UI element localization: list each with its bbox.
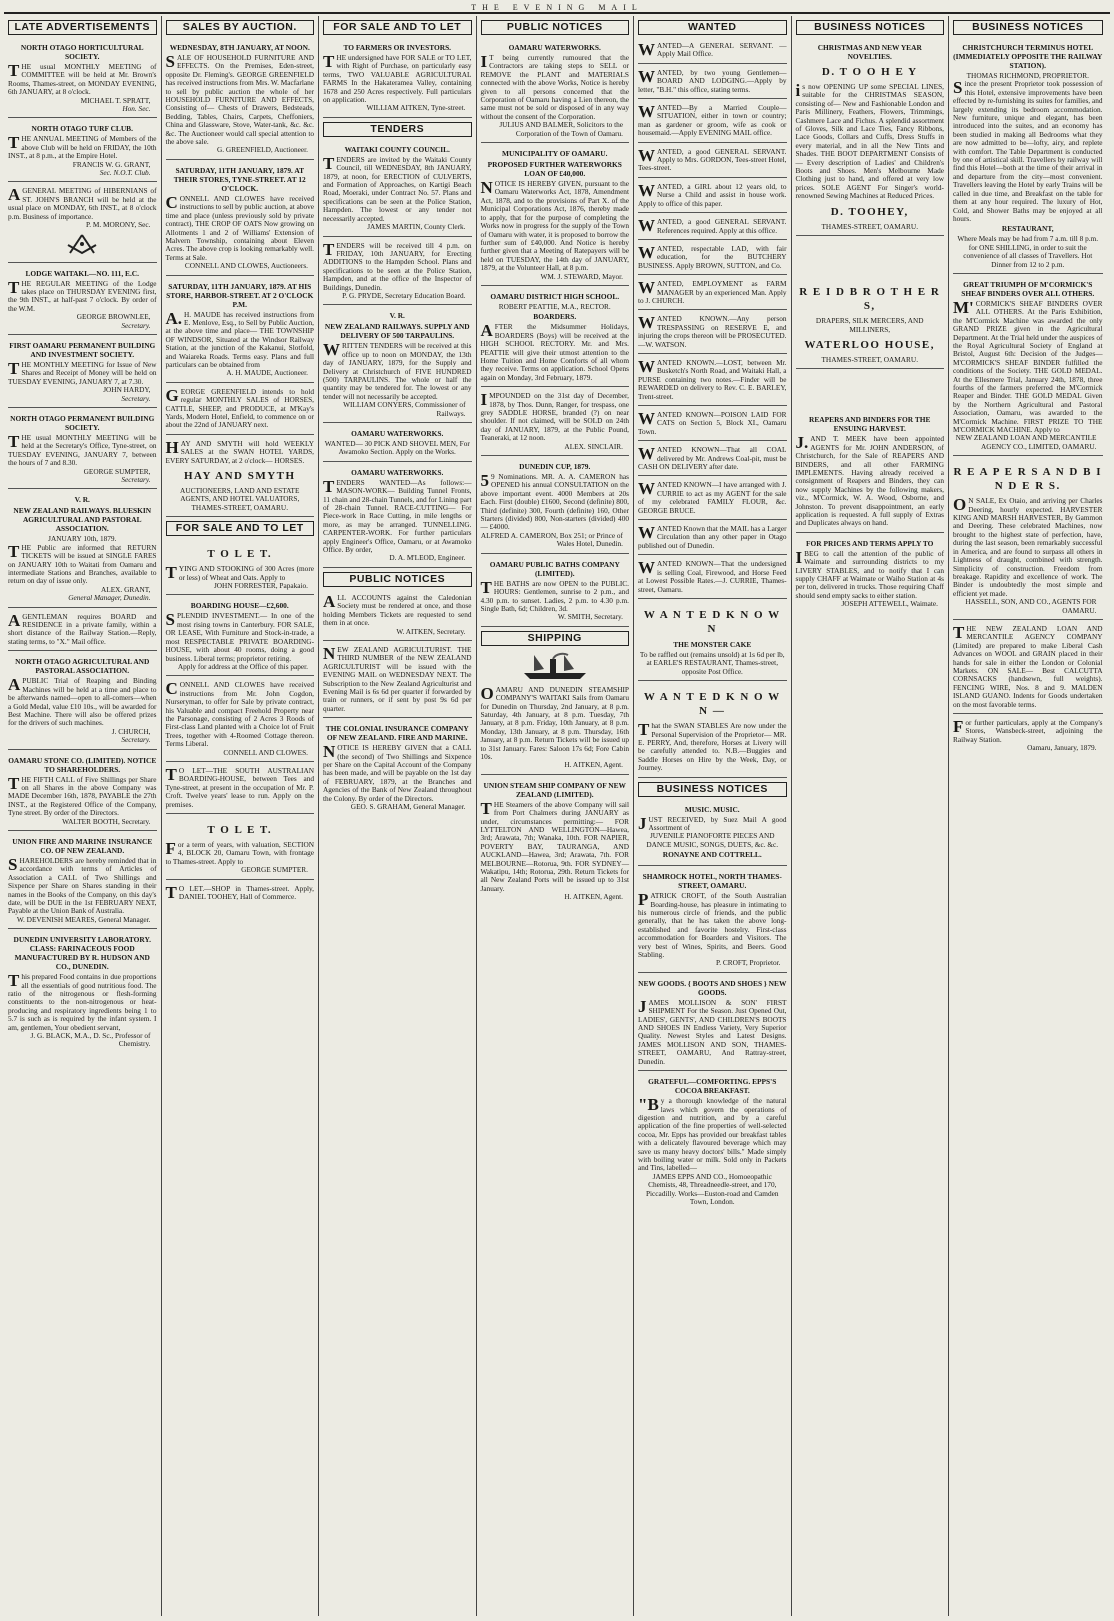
section-banner: LATE ADVERTISEMENTS bbox=[8, 20, 157, 35]
ad-caledonian-society: ALL ACCOUNTS against the Caledonian Society must be rendered at once, and those holding Members Tickets are requested to send them in at once. W. AITKEN, Secretary. bbox=[323, 592, 472, 641]
ad-reid-brothers: R E I D B R O T H E R S, DRAPERS, SILK MERCERS, AND MILLINERS, WATERLOO HOUSE, THAMES-STREET, OAMARU. bbox=[796, 279, 945, 369]
ad-oamaru-waterworks: OAMARU WATERWORKS. IT being currently rumoured that the Contractors are taking steps to SELL or REMOVE the PLANT and MATERIALS connected with the above Works, Notice is hereby given to all persons concerned that the Corporation of Oamaru having a Lien thereon, the same must not be sold or disposed of in any way without the consent of the Corporation. JULIUS AND BALMER, Solicitors to the Corporation of the Town of Oamaru. bbox=[481, 40, 630, 143]
ad-wanted-coal: WANTED KNOWN—That all COAL delivered by Mr. Andrews Coal-pit, must be CASH ON DELIVERY after date. bbox=[638, 444, 787, 476]
column-6 bbox=[792, 16, 950, 1616]
ad-waterworks-tenders: OAMARU WATERWORKS. TENDERS WANTED—As follows:— MASON-WORK— Building Tunnel Fronts, 11 chain and 28-chain Tunnels, and for Lining part of 28-chain Tunnel. RACE-CUTTING— For Piece-work in Race Cutting, in mile lengths or more, as may be arranged. TUNNELLING. CARPENTER-WORK. For further particulars apply Engineer's Office, Oamaru, or at Awamoko Office. By order, D. A. M'LEOD, Engineer. bbox=[323, 465, 472, 568]
ad-building-society: FIRST OAMARU PERMANENT BUILDING AND INVESTMENT SOCIETY. THE MONTHLY MEETING for Issue of New Shares and Receipt of Money will be held on TUESDAY EVENING, JANUARY 7, at 7.30. JOHN HARDY, Secretary. bbox=[8, 338, 157, 408]
column-4 bbox=[477, 16, 635, 1616]
ad-wanted-couple: WANTED—By a Married Couple—SITUATION, either in town or country; man as gardener or groom, wife as cook or housemaid.—Apply EVENING MAIL office. bbox=[638, 102, 787, 143]
section-banner: BUSINESS NOTICES bbox=[953, 20, 1103, 35]
section-banner: BUSINESS NOTICES bbox=[796, 20, 945, 35]
column-7 bbox=[949, 16, 1107, 1616]
ad-hay-and-smyth: HAY AND SMYTH will hold WEEKLY SALES at the SWAN HOTEL YARDS, EVERY SATURDAY, at 2 o'clock— HORSES. HAY AND SMYTH AUCTIONEERS, LAND AND ESTATE AGENTS, AND HOTEL VALUATORS, THAMES-STREET, OAMARU. bbox=[166, 438, 315, 517]
ad-wanted-firewood: WANTED KNOWN—That the undersigned is selling Coal, Firewood, and Horse Feed at Lowest Possible Rates.—J. CURRIE, Thames-street, Oamaru. bbox=[638, 558, 787, 599]
ad-wanted-girl: WANTED, a GIRL about 12 years old, to Nurse a Child and assist in house work. Apply to office of this paper. bbox=[638, 181, 787, 213]
ad-new-goods: NEW GOODS. { BOOTS AND SHOES } NEW GOODS. JAMES MOLLISON & SON' FIRST SHIPMENT For the Season. Just Opened Out, LADIES', GENTS', AND CHILDREN'S BOOTS AND SHOES IN Endless Variety, Very Superior Quality. Newest Styles and Latest Designs. JAMES MOLLISON AND SON, THAMES-STREET, OAMARU, And Rattray-street, Dunedin. bbox=[638, 976, 787, 1071]
section-banner-tenders: TENDERS bbox=[323, 122, 472, 137]
ad-crop-of-oats: SATURDAY, 11TH JANUARY, 1879. AT THEIR STORES, TYNE-STREET. AT 12 O'CLOCK. CONNELL AND CLOWES have received instructions to sell by public auction, at above time and place (unless previously sold by private contract), THE CROP OF OATS Now growing on Allotments 1 and 2 of Williams' Extension of Malvern Township, containing about Eleven Acres. The above crop is looking remarkably well. Terms at Sale. CONNELL AND CLOWES, Auctioneers. bbox=[166, 163, 315, 276]
ad-freehold-property: CONNELL AND CLOWES have received instructions from Mr. John Cogdon, Nurseryman, to offer for Sale by private contract, his Valuable and compact Freehold Property near the Parsonage, consisting of 2 Acres 3 Roods of First-class Land planted with a Choice lot of Fruit Trees, together with 4-Roomed Cottage thereon. Terms Liberal. CONNELL AND CLOWES. bbox=[166, 679, 315, 762]
section-banner-public-notices: PUBLIC NOTICES bbox=[323, 572, 472, 587]
ad-lodge: LODGE WAITAKI.—NO. 111, E.C. THE REGULAR MEETING of the Lodge takes place on THURSDAY EVENING first, the 9th INST., at half-past 7 o'clock. By order of the W.M. GEORGE BROWNLEE, Secretary. bbox=[8, 266, 157, 335]
ad-wanted-farm: WANTED, EMPLOYMENT as FARM MANAGER by an experienced Man. Apply to J. CHURCH. bbox=[638, 278, 787, 310]
ad-stone-company: OAMARU STONE CO. (LIMITED). NOTICE TO SHAREHOLDERS. THE FIFTH CALL of Five Shillings per Share on all Shares in the above Company was MADE December 16th, 1878, PAYABLE the 27th INST., at the Registered Office of the Company, Tyne street. By order of the Directors. WALTER BOOTH, Secretary. bbox=[8, 753, 157, 831]
ad-gentleman-board: AGENTLEMAN requires BOARD and RESIDENCE in a private family, within a short distance of the Railway Station.—Reply, stating terms, to "X." Mail office. bbox=[8, 611, 157, 652]
ad-tying-stooking: T O L E T. TYING AND STOOKING of 300 Acres (more or less) of Wheat and Oats. Apply to JOHN FORRESTER, Papakaio. bbox=[166, 541, 315, 595]
ad-municipality-loan: MUNICIPALITY OF OAMARU. PROPOSED FURTHER WATERWORKS LOAN OF £40,000. NOTICE IS HEREBY GIVEN, pursuant to the Oamaru Waterworks Act, 1878, Amendment Act, 1878, and to the provisions of Part X. of the Municipal Corporations Act, 1876, thereby made to apply, that for the purpose of completing the Works now in progress for the supply of the Town of Oamaru with water, it is proposed to borrow the further sum of £40,000. And Notice is hereby further given that a Meeting of Ratepayers will be held on TUESDAY, the 14th day of JANUARY, 1879, at the Volunteer Hall, at 8 p.m. WM. J. STEWARD, Mayor. bbox=[481, 146, 630, 286]
ad-baths-company: OAMARU PUBLIC BATHS COMPANY (LIMITED). THE BATHS are now OPEN to the PUBLIC. HOURS: Gentlemen, sunrise to 2 p.m., and 4.30 p.m. to sunset. Ladies, 2 p.m. to 4.30 p.m. Single Bath, 6d; Children, 3d. W. SMITH, Secretary. bbox=[481, 557, 630, 627]
ad-reapers-binders: REAPERS AND BINDERS FOR THE ENSUING HARVEST. J.AND T. MEEK have been appointed AGENTS for Mr. JOHN ANDERSON, of Christchurch, for the Sale of REAPERS AND BINDERS, and all other FARMING IMPLEMENTS. Having already received a consignment of Reapers and Binders, they can now supply Machines by the following makers, viz., M'Cormick, W. A. Wood, Osborne, and Johnston. To prevent disappointment, an early application is requested. A full supply of Extras and Duplicates always on hand. bbox=[796, 412, 945, 532]
ad-wanted-lost: WANTED KNOWN.—LOST, between Mr. Busketch's North Road, and Waitaki Hall, a PURSE containing two notes.—Finder will be REWARDED on delivery to Rev. C. E. BARLEY, Trent-street. bbox=[638, 357, 787, 406]
ad-hampden-school: TENDERS will be received till 4 p.m. on FRIDAY, 10th JANUARY, for Erecting ADDITIONS to the Hampden School. Plans and specifications to be seen at the Police Station, Hampden, and at the office of the Inspector of Buildings, Dunedin. P. G. PRYDE, Secretary Education Board. bbox=[323, 240, 472, 306]
ad-wanted-general: WANTED, a good GENERAL SERVANT. Apply to Mrs. GORDON, Tees-street Hotel, Tees-street. bbox=[638, 146, 787, 178]
ad-wanted-poison: WANTED KNOWN—POISON LAID FOR CATS on Section 5, Block XI., Oamaru Town. bbox=[638, 409, 787, 441]
ad-chaff: For further particulars, apply at the Company's Stores, Wansbeck-street, adjoining the Railway Station. Oamaru, January, 1879. bbox=[953, 717, 1103, 753]
masonic-emblem-icon bbox=[8, 233, 157, 255]
ad-dunedin-cup: DUNEDIN CUP, 1879. 59 Nominations. MR. A. A. CAMERON has OPENED his annual CONSULTATION on the above important event. 4000 Members at 20s Each. First (double) £1600, Second (definite) 800, Third (definite) 300, Fourth (definite) 160, Other Starters (divided) 800, Non-starters (divided) 400 — £4000. ALFRED A. CAMERON, Box 251; or Prince of Wales Hotel, Dunedin. bbox=[481, 459, 630, 554]
ad-wanted-servant-2: WANTED, a good GENERAL SERVANT. References required. Apply at this office. bbox=[638, 216, 787, 240]
ad-swan-stables: W A N T E D K N O W N — That the SWAN STABLES Are now under the Personal Supervision of the Proprietor— MR. E. PERRY, And, therefore, Horses at Livery will be carefully attended to. N.B.—Buggies and Saddle Horses on Hire by the Week, Day, or Journey. bbox=[638, 684, 787, 777]
ad-waitaki-county: WAITAKI COUNTY COUNCIL. TENDERS are invited by the Waitaki County Council, till WEDNESDAY, 8th JANUARY, 1879, at noon, for ERECTION of CULVERTS, and Formation of Approaches, on Kartigi Beach Road, Moeraki, under Contract No. 57. Plans and specifications can be seen at the Police Station, Hampden. The lowest or any tender not necessarily accepted. JAMES MARTIN, County Clerk. bbox=[323, 142, 472, 237]
ad-waterworks-wanted: OAMARU WATERWORKS. WANTED— 30 PICK AND SHOVEL MEN, For Awamoko Section. Apply on the Works. bbox=[323, 426, 472, 462]
ad-reapers-sale: R E A P E R S A N D B I N D E R S. ON SALE, Ex Otaio, and arriving per Charles Deering, hourly expected. HARVESTER KING AND MARSH HARVESTER, By Gammon and Deering. These celebrated Machines, now brought to the highest state of perfection, have, during the last season, been remarkably successful in America, and are found to surpass all others in Lightness of draught, combined with strength. Simplicity of construction. Freedom from breakage. Rapidity and excellence of work. The Binder is undoubtedly the most simple and efficient yet made. HASSELL, SON, AND CO., AGENTS FOR OAMARU. bbox=[953, 459, 1103, 620]
ad-hibernians: AGENERAL MEETING of HIBERNIANS of ST. JOHN'S BRANCH will be held at the usual place on MONDAY, 6th INST., at 8 o'clock p.m. Business of importance. P. M. MORONY, Sec. bbox=[8, 185, 157, 262]
ad-monster-cake: W A N T E D K N O W N THE MONSTER CAKE To be raffled out (remains unsold) at 1s 6d per lb, at EARLE'S RESTAURANT, Thames-street, opposite Post Office. bbox=[638, 602, 787, 681]
ad-christmas-novelties: CHRISTMAS AND NEW YEAR NOVELTIES. D. T O O H E Y is now OPENING UP some SPECIAL LINES, suitable for the CHRISTMAS SEASON, consisting of— New and Fashionable London and Paris Millinery, Feathers, Flowers, Trimmings, Cashmere Lace and Fichus. A splendid assortment of Gloves, Silk and Lace Ties, Fancy Ribbons, Lace Goods, Collars and Cuffs, Dress Stuffs in every material, and in all the New Tints and Shades. THE BOOT DEPARTMENT Consists of— Every description of Ladies' and Children's Boots and Shoes. Men's Melbourne Made Clothing just to hand, and offered at very low prices. SOLE AGENT For Singer's world-renowned Sewing Machines at Reduced Prices. D. TOOHEY, THAMES-STREET, OAMARU. bbox=[796, 40, 945, 236]
ad-horticultural: NORTH OTAGO HORTICULTURAL SOCIETY. THE usual MONTHLY MEETING of COMMITTEE will be held at Mr. Brown's Rooms, Thames-street, on MONDAY EVENING, 6th JANUARY, at 8 o'clock. MICHAEL T. SPRATT, Hon. Sec. bbox=[8, 40, 157, 118]
ad-union-steam-ship: UNION STEAM SHIP COMPANY OF NEW ZEALAND (LIMITED). THE Steamers of the above Company will sail from Port Chalmers during JANUARY as under, circumstances permitting:— FOR LYTTELTON AND WELLINGTON—Hawea, 3rd; Arawata, 7th; Wanaka, 10th. FOR NAPIER, POVERTY BAY, TAURANGA, AND AUCKLAND—Hawea, 3rd; Arawata, 7th. FOR MELBOURNE—Rotorua, 9th. FOR SYDNEY—Wakatipu, 14th; Rotorua, 29th. Return Tickets for all New Zealand Ports will be issued up to 31st January. H. AITKEN, Agent. bbox=[480, 780, 629, 902]
ad-township-windsor: SATURDAY, 11TH JANUARY, 1879. AT HIS STORE, HARBOR-STREET. AT 2 O'CLOCK P.M. A.H. MAUDE has received instructions from E. Menlove, Esq., to Sell by Public Auction, at the above time and place— THE TOWNSHIP OF WINDSOR, Situated at the Windsor Railway Station, at the junction of the Kakanui, Slotfold, and Waiareka Roads. Terms easy. Plans and full particulars can be obtained from A. H. MAUDE, Auctioneer. bbox=[166, 279, 315, 383]
ad-agriculturist: NEW ZEALAND AGRICULTURIST. THE THIRD NUMBER of the NEW ZEALAND AGRICULTURIST will be issued with the EVENING MAIL on WEDNESDAY NEXT. The Subscription to the New Zealand Agriculturist and Evening Mail is 6s 6d per quarter if forwarded by train or runners, or if sent by post 9s 6d per quarter. bbox=[323, 644, 472, 718]
section-banner: PUBLIC NOTICES bbox=[481, 20, 630, 35]
section-banner-business: BUSINESS NOTICES bbox=[638, 782, 787, 797]
steamship-icon bbox=[481, 651, 630, 681]
ad-household-furniture: WEDNESDAY, 8TH JANUARY, AT NOON. SALE OF HOUSEHOLD FURNITURE AND EFFECTS. On the Premises, Eden-street, opposite Dr. Fleming's. GEORGE GREENFIELD has received instructions from Mrs. W. Macfarlane to sell by public auction the whole of her HOUSEHOLD FURNITURE AND EFFECTS, Consisting of— Chests of Drawers, Bedsteads, Bedding, Tables, Chairs, Carpets, Cheffoniers, China and Glassware, Stove, Water-tank, &c. &c. &c. The Auctioneer would call special attention to the above sale. G. GREENFIELD, Auctioneer. bbox=[166, 40, 315, 160]
ad-to-let-section: T O L E T. For a term of years, with valuation, SECTION 4, BLOCK 20, Oamaru Town, with frontage to Thames-street. Apply to GEORGE SUMPTER. bbox=[166, 817, 315, 880]
ad-railways-tarpaulins: V. R. NEW ZEALAND RAILWAYS. SUPPLY AND DELIVERY OF 500 TARPAULINS. WRITTEN TENDERS will be received at this office up to noon on MONDAY, the 13th day of JANUARY, 1879, for the Supply and Delivery at Christchurch of FIVE HUNDRED (500) TARPAULINS. The whole or half the quantity may be tendered for. The lowest or any tender will not necessarily be accepted. WILLIAM CONYERS, Commissioner of Railways. bbox=[323, 308, 472, 423]
ad-shamrock-hotel: SHAMROCK HOTEL, NORTH THAMES-STREET, OAMARU. PATRICK CROFT, of the South Australian Boarding-house, has pleasure in intimating to his numerous circle of friends, and the public generally, that he has taken the above long-established and favorite hostelry. First-class accommodation for Boarders and Visitors. The very best of Wines, Spirits, and Beers. Good Stabling. P. CROFT, Proprietor. bbox=[638, 869, 787, 973]
section-banner-shipping: SHIPPING bbox=[481, 631, 630, 646]
ad-agricultural-trial: NORTH OTAGO AGRICULTURAL AND PASTORAL ASSOCIATION. APUBLIC Trial of Reaping and Binding Machines will be held at a time and place to be afterwards named—open to all-comers—when a Gold Medal, value £10 10s., will be awarded for Best Machine. There will also be offered prizes for the drivers of such machines. J. CHURCH, Secretary. bbox=[8, 654, 157, 749]
ad-wanted-servant: WANTED—A GENERAL SERVANT. —Apply Mail Office. bbox=[638, 40, 787, 64]
ad-southern-australian: TO LET—THE SOUTH AUSTRALIAN BOARDING-HOUSE, between Tees and Tyne-street, at present in the occupation of Mr. P. Croft. Twelve years' lease to run. Apply on the premises. bbox=[166, 765, 315, 814]
ad-farinaceous-food: DUNEDIN UNIVERSITY LABORATORY. CLASS: FARINACEOUS FOOD MANUFACTURED BY R. HUDSON AND CO., DUNEDIN. This prepared Food contains in due proportions all the essentials of good nutritious food. The ratio of the nitrogenous or flesh-forming constituents to the non-nitrogenous or heat-producing and respiratory ingredients being 1 to 5.7 is such as is required by the infant system. I am, gentlemen, Your obedient servant, J. G. BLACK, M.A., D. Sc., Professor of Chemistry. bbox=[8, 935, 157, 1049]
ad-waitaki-steamship: OAMARU AND DUNEDIN STEAMSHIP COMPANY'S WAITAKI Sails from Oamaru for Dunedin on Thursday, 2nd January, at 8 p.m. Saturday, 4th January, at 8 p.m. Tuesday, 7th January, at 8 p.m. Friday, 10th January, at 8 p.m. Monday, 13th January, at 8 p.m. Thursday, 16th January, at 8 p.m. Return Tickets will be issued up to 31st January. Fares: Saloon 17s 6d; Fore Cabin 10s. H. AITKEN, Agent. bbox=[481, 684, 630, 775]
section-banner: WANTED bbox=[638, 20, 787, 35]
ad-wanted-trespass: WANTED KNOWN.—Any person TRESPASSING on RESERVE E, and injuring the crops thereon will be PROSECUTED.—W. WATSON. bbox=[638, 313, 787, 354]
ad-greenfield-sales: GEORGE GREENFIELD intends to hold regular MONTHLY SALES of HORSES, CATTLE, SHEEP, and PRODUCE, at M'Kay's Yards, Modern Hotel, Enfield, to commence on or about the 22nd of JANUARY next. bbox=[166, 386, 315, 435]
ad-nz-loan-agency: THE NEW ZEALAND LOAN AND MERCANTILE AGENCY COMPANY (Limited) are prepared to make Liberal Cash Advances on WOOL and GRAIN placed in their hands for sale in either the London or Colonial Markets. ON SALE— Best CALCUTTA CORNSACKS (handsewn, full weights). FENCING WIRE, Nos. 8 and 9. MALDEN ISLAND GUANO. Indents for Goods undertaken on the most favorable terms. bbox=[953, 623, 1103, 714]
column-3 bbox=[319, 16, 477, 1616]
ad-turf-club: NORTH OTAGO TURF CLUB. THE ANNUAL MEETING of Members of the above Club will be held on FRIDAY, the 10th INST., at 8 p.m., at the Empire Hotel. FRANCIS W. G. GRANT, Sec. N.O.T. Club. bbox=[8, 121, 157, 182]
section-banner: FOR SALE AND TO LET bbox=[323, 20, 472, 35]
ad-impounded: IMPOUNDED on the 31st day of December, 1878, by Thos. Dunn, Ranger, for trespass, one grey SADDLE HORSE, branded (?) on near shoulder. If not claimed, will be SOLD on 24th day of JANUARY, 1879, at the Public Pound, Teaneraki, at 12 noon. ALEX. SINCLAIR. bbox=[481, 390, 630, 456]
ad-wanted-board: WANTED, by two young Gentlemen—BOARD AND LODGING.—Apply by letter, "B.H." this office, stating terms. bbox=[638, 67, 787, 99]
ad-boarding-house: BOARDING HOUSE—£2,600. SPLENDID INVESTMENT.— In one of the most rising towns in Canterbury. FOR SALE, OR LEASE, With Furniture and Stock-in-trade, a most RESPECTABLE PRIVATE BOARDING-HOUSE, with about 40 rooms, doing a good business. Liberal terms; proprietor retiring. Apply for address at the Office of this paper. bbox=[166, 598, 315, 676]
column-1 bbox=[4, 16, 162, 1616]
ad-epps-cocoa: GRATEFUL—COMFORTING. EPPS'S COCOA BREAKFAST. "By a thorough knowledge of the natural laws which govern the operations of digestion and nutrition, and by a careful application of the fine properties of well-selected cocoa, Mr. Epps has provided our breakfast tables with a delicately flavoured beverage which may save us many heavy doctors' bills." Made simply with boiling water or milk. Sold only in Packets and Tins, labelled— JAMES EPPS AND CO., Homoeopathic Chemists, 48, Threadneedle-street, and 170, Piccadilly. Works—Euston-road and Camden Town, London. bbox=[638, 1077, 787, 1206]
ad-colonial-insurance: THE COLONIAL INSURANCE COMPANY OF NEW ZEALAND. FIRE AND MARINE. NOTICE IS HEREBY GIVEN that a CALL (the second) of Two Shillings and Sixpence per Share on the Capital Account of the Company has been made, and will be payable on the 1st day of FEBRUARY, 1879, at the Branches and Agencies of the Bank of New Zealand throughout the Colony. By order of the Directors. GEO. S. GRAHAM, General Manager. bbox=[323, 724, 472, 811]
masthead-strip: THE EVENING MAIL bbox=[4, 4, 1110, 14]
column-2 bbox=[162, 16, 320, 1616]
ad-music: MUSIC. MUSIC. JUST RECEIVED, by Suez Mail A good Assortment of JUVENILE PIANOFORTE PIECES AND DANCE MUSIC, SONGS, DUETS, &c. &c. RONAYNE AND COTTRELL. bbox=[638, 802, 787, 867]
ad-union-fire: UNION FIRE AND MARINE INSURANCE CO. OF NEW ZEALAND. SHAREHOLDERS are hereby reminded that in accordance with terms of Articles of Association a CALL of Two Shillings and Sixpence per Share on Shares standing in their names in the Books of the Company, on this day's date, will be DUE in the 1st FEBRUARY NEXT, Payable at the Union Bank of Australia. W. DEVENISH MEARES, General Manager. bbox=[8, 834, 157, 929]
ad-wanted-flour: WANTED KNOWN—I have arranged with J. CURRIE to act as my AGENT for the sale of my celebrated FAMILY FLOUR, &c. GEORGE BRUCE. bbox=[638, 479, 787, 520]
section-banner: SALES BY AUCTION. bbox=[166, 20, 315, 35]
ad-wanted-mail: WANTED Known that the MAIL has a Larger Circulation than any other paper in Otago published out of Dunedin. bbox=[638, 523, 787, 555]
ad-wanted-lad: WANTED, respectable LAD, with fair education, for the BUTCHERY BUSINESS. Apply BROWN, SUTTON, and Co. bbox=[638, 243, 787, 275]
ad-high-school: OAMARU DISTRICT HIGH SCHOOL. ROBERT PEATTIE, M.A., RECTOR. BOARDERS. AFTER the Midsummer Holidays, BOARDERS (Boys) will be received at the HIGH SCHOOL RECTORY. Mr. and Mrs. PEATTIE will give their utmost attention to the Home Tuition and Home Comforts of all whom they receive. Terms on application. School Opens again on Monday, 3rd February, 1879. bbox=[481, 289, 630, 387]
column-5 bbox=[634, 16, 792, 1616]
ad-harvest: FOR PRICES AND TERMS APPLY TO IBEG to call the attention of the public of Waimate and surrounding districts to my LIVERY STABLES, and to notify that I can supply CHAFF at Waimate or Waiho Station at 4s per ton, delivered in trucks. Those requiring Chaff should send empty sacks to either station. JOSEPH ATTEWELL, Waimate. bbox=[795, 538, 944, 609]
section-banner-sale-let: FOR SALE AND TO LET bbox=[166, 521, 315, 536]
columns bbox=[4, 16, 1110, 1616]
ad-permanent-building: NORTH OTAGO PERMANENT BUILDING SOCIETY. THE usual MONTHLY MEETING will be held at the Secretary's Office, Tyne-street, on TUESDAY EVENING, JANUARY 7, between the hours of 7 and 8.30. GEORGE SUMPTER, Secretary. bbox=[8, 411, 157, 489]
ad-mccormick: GREAT TRIUMPH OF M'CORMICK'S SHEAF BINDERS OVER ALL OTHERS. M'CORMICK'S SHEAF BINDERS OVER ALL OTHERS. At the Paris Exhibition, the M'Cormick Machine was awarded the only GRAND PRIZE given in the Agricultural Department. At the Trial held under the auspices of the Royal Agricultural Society of England at Bristol, August 6th: Decision of the Judges—M'CORMICK'S SHEAF BINDER fulfilled the conditions of the Society. THE GOLD MEDAL. At the Ellesmere Trial, January 24th, 1878, three fourths of the farmers preferred the M'Cormick Reaper and Binder. THE GOLD MEDAL Given by the Northern Agricultural and Pastoral Association, Oamaru, was awarded to the M'Cormick Machine. FIRST PRIZE TO THE M'CORMICK MACHINE. Apply to NEW ZEALAND LOAN AND MERCANTILE AGENCY CO., LIMITED, OAMARU. bbox=[953, 277, 1103, 456]
ad-terminus-hotel: CHRISTCHURCH TERMINUS HOTEL (IMMEDIATELY OPPOSITE THE RAILWAY STATION). THOMAS RICHMOND, PROPRIETOR. Since the present Proprietor took possession of this Hotel, extensive improvements have been effected by re-furnishing its suites for families, and largely extending its bedroom accommodation. New furniture, unique and elegant, has been introduced into the suites, and an economy has been studied in making all Bedrooms what they are now admitted to be—lofty, airy, and replete with comfort. The Table Department is conducted by one of artistical skill. Travellers by railway will find this Hotel—both at the time of their arrival in and departure from the city—most convenient. Travellers leaving the Hotel by early Trains will be called in due time, and Breakfast on the table for them at any hour required. The luxury of Hot, Cold, and Shower Baths may be enjoyed at all hours. RESTAURANT, Where Meals may be had from 7 a.m. till 8 p.m. for ONE SHILLING, in order to suit the convenience of all classes of Travellers. Hot Dinner from 12 to 2 p.m. bbox=[953, 40, 1103, 274]
ad-railways-show: V. R. NEW ZEALAND RAILWAYS. BLUESKIN AGRICULTURAL AND PASTORAL ASSOCIATION. JANUARY 10th, 1879. THE Public are informed that RETURN TICKETS will be issued at SINGLE FARES on JANUARY 10th to Waitati from Oamaru and intermediate Stations and Branches, available to return on day of issue only. ALEX. GRANT, General Manager, Dunedin. bbox=[8, 492, 157, 607]
ad-shop-thames: TO LET.—SHOP in Thames-street. Apply, DANIEL TOOHEY, Hall of Commerce. bbox=[165, 882, 314, 902]
ad-farmers-investors: TO FARMERS OR INVESTORS. THE undersigned have FOR SALE or TO LET, with Right of Purchase, on particularly easy terms, TWO VALUABLE AGRICULTURAL FARMS In the Hakateramea Valley, containing 1678 and 250 Acres respectively. Full particulars on application. WILLIAM AITKEN, Tyne-street. bbox=[323, 40, 472, 118]
